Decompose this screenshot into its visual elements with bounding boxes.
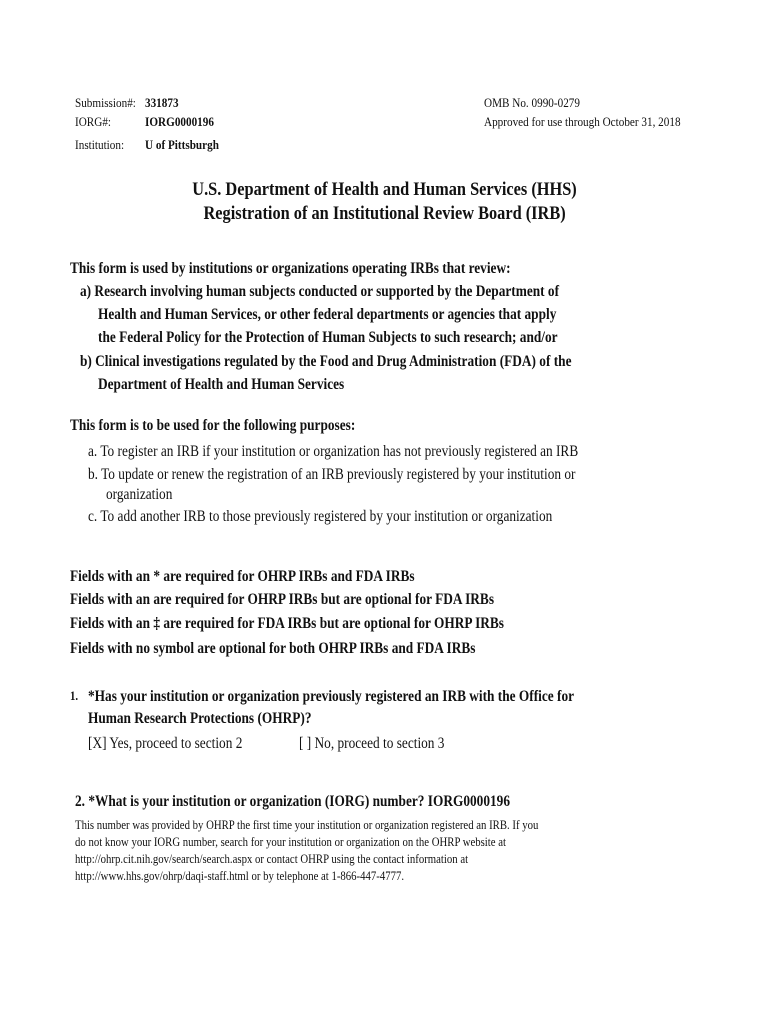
legend-line2: Fields with an are required for OHRP IRBs but are optional for FDA IRBs xyxy=(70,591,495,608)
legend-line3: Fields with an ‡ are required for FDA IRBs but are optional for OHRP IRBs xyxy=(70,615,505,632)
q1-option-yes[interactable]: [X] Yes, proceed to section 2 xyxy=(88,735,243,752)
intro-item-a-line1: a) Research involving human subjects conducted or supported by the Department of xyxy=(80,283,560,300)
submission-label: Submission#: xyxy=(75,95,136,110)
page-title-line2 xyxy=(0,203,770,225)
q2-note-line4: http://www.hhs.gov/ohrp/daqi-staff.html or by telephone at 1-866-447-4777. xyxy=(75,869,405,883)
intro-item-b-line1: b) Clinical investigations regulated by the Food and Drug Administration (FDA) of the xyxy=(80,353,572,370)
legend-line1: Fields with an * are required for OHRP IRBs and FDA IRBs xyxy=(70,568,415,585)
intro-item-a-line2: Health and Human Services, or other federal departments or agencies that apply xyxy=(98,306,557,323)
purpose-b-line1: b. To update or renew the registration of an IRB previously registered by your institution or xyxy=(88,466,576,483)
page-title-line2-text: Registration of an Institutional Review Board (IRB) xyxy=(203,203,567,224)
purpose-a: a. To register an IRB if your institution or organization has not previously registered an IRB xyxy=(88,443,579,460)
iorg-value: IORG0000196 xyxy=(145,114,214,129)
q1-number: 1. xyxy=(70,689,79,703)
submission-value: 331873 xyxy=(145,95,179,110)
purposes-heading: This form is to be used for the following purposes: xyxy=(70,417,356,434)
q2-note-line1: This number was provided by OHRP the first time your institution or organization registered an IRB. If you xyxy=(75,818,539,832)
institution-value: U of Pittsburgh xyxy=(145,137,219,152)
q1-text-line1: *Has your institution or organization previously registered an IRB with the Office for xyxy=(88,688,575,705)
purpose-b-line2: organization xyxy=(106,486,173,503)
legend-line4: Fields with no symbol are optional for both OHRP IRBs and FDA IRBs xyxy=(70,640,476,657)
q1-option-no[interactable]: [ ] No, proceed to section 3 xyxy=(299,735,445,752)
page-title-line1-text: U.S. Department of Health and Human Services (HHS) xyxy=(192,179,578,200)
intro-heading: This form is used by institutions or organizations operating IRBs that review: xyxy=(70,260,511,277)
approval-date: Approved for use through October 31, 2018 xyxy=(484,114,681,129)
intro-item-b-line2: Department of Health and Human Services xyxy=(98,376,345,393)
intro-item-a-line3: the Federal Policy for the Protection of Human Subjects to such research; and/or xyxy=(98,329,558,346)
page-title-line1 xyxy=(0,179,770,201)
q1-text-line2: Human Research Protections (OHRP)? xyxy=(88,710,312,727)
q2-question: 2. *What is your institution or organization (IORG) number? IORG0000196 xyxy=(75,793,510,810)
q2-note-line2: do not know your IORG number, search for your institution or organization on the OHRP website at xyxy=(75,835,506,849)
q2-note-line3: http://ohrp.cit.nih.gov/search/search.aspx or contact OHRP using the contact information at xyxy=(75,852,469,866)
iorg-label: IORG#: xyxy=(75,114,112,129)
omb-number: OMB No. 0990-0279 xyxy=(484,95,580,110)
purpose-c: c. To add another IRB to those previously registered by your institution or organization xyxy=(88,508,553,525)
institution-label: Institution: xyxy=(75,137,125,152)
